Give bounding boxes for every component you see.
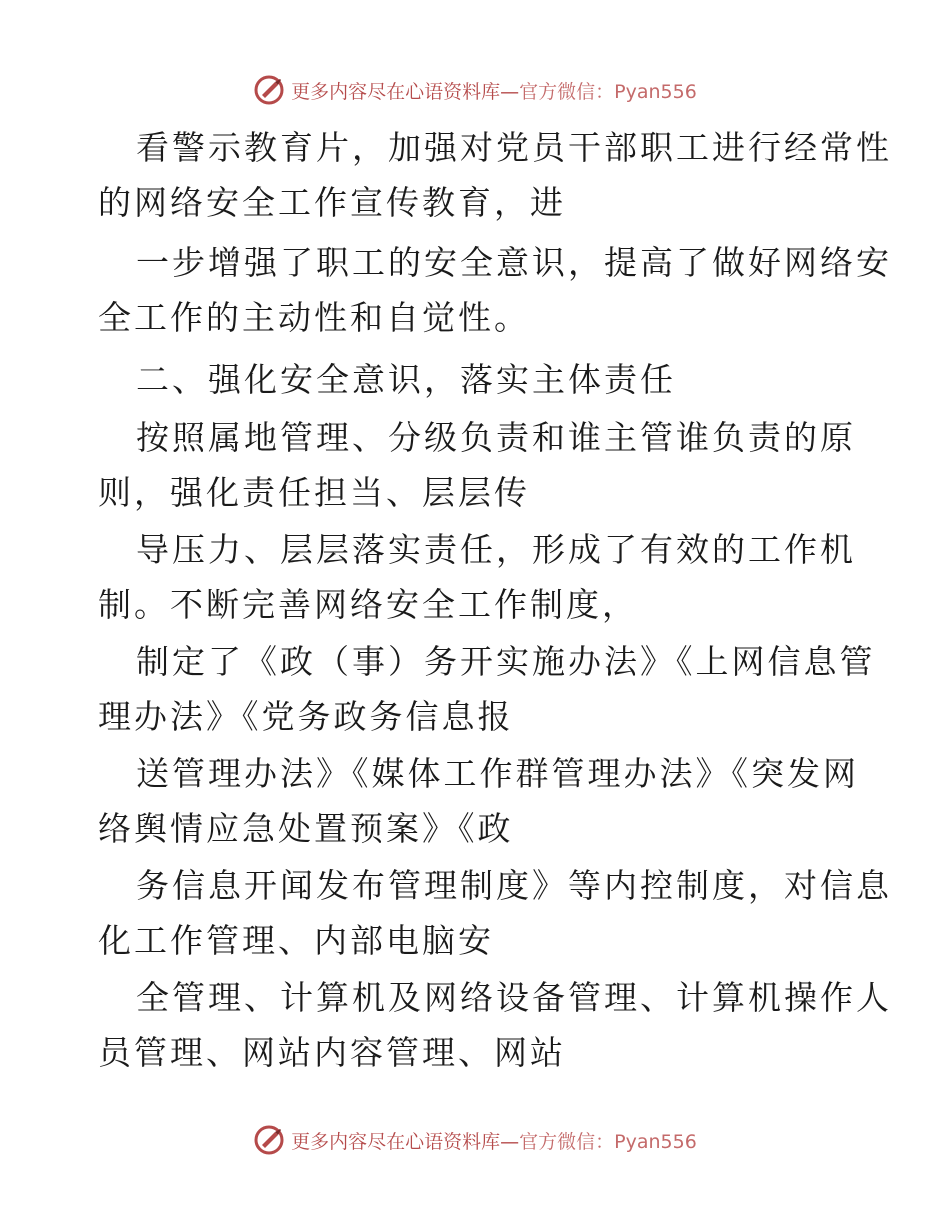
paragraph (98, 120, 892, 230)
text-line: 理办法》《党务政务信息报 (98, 697, 514, 736)
paragraph (98, 522, 858, 632)
text-line: 络舆情应急处置预案》《政 (98, 809, 514, 848)
text-line: 则，强化责任担当、层层传 (98, 473, 530, 512)
text-line: 二、强化安全意识，落实主体责任 (136, 360, 676, 399)
paragraph (98, 634, 876, 744)
text-line: 务信息开闻发布管理制度》等内控制度，对信息 (136, 866, 892, 905)
header-banner-text: 更多内容尽在心语资料库—官方微信：Pyan556 (291, 80, 697, 103)
footer-banner-text: 更多内容尽在心语资料库—官方微信：Pyan556 (291, 1130, 697, 1153)
logo-icon (253, 1123, 287, 1157)
paragraph (98, 970, 892, 1080)
text-line: 化工作管理、内部电脑安 (98, 921, 494, 960)
paragraph (98, 235, 892, 345)
paragraph (98, 746, 858, 856)
text-line: 的网络安全工作宣传教育，进 (98, 183, 566, 222)
text-line: 导压力、层层落实责任，形成了有效的工作机 (136, 530, 856, 569)
paragraph (98, 410, 858, 520)
footer-banner (0, 1120, 950, 1160)
text-line: 一步增强了职工的安全意识，提高了做好网络安 (136, 243, 892, 282)
paragraph (98, 352, 858, 407)
logo-icon (253, 73, 287, 107)
text-line: 按照属地管理、分级负责和谁主管谁负责的原 (136, 418, 856, 457)
paragraph (98, 858, 892, 968)
header-banner (0, 70, 950, 110)
text-line: 全管理、计算机及网络设备管理、计算机操作人 (136, 978, 892, 1017)
text-line: 制定了《政（事）务开实施办法》《上网信息管 (136, 642, 876, 681)
text-line: 全工作的主动性和自觉性。 (98, 298, 530, 337)
text-line: 制。不断完善网络安全工作制度， (98, 585, 638, 624)
text-line: 看警示教育片，加强对党员干部职工进行经常性 (136, 128, 892, 167)
text-line: 送管理办法》《媒体工作群管理办法》《突发网 (136, 754, 859, 793)
text-line: 员管理、网站内容管理、网站 (98, 1033, 566, 1072)
